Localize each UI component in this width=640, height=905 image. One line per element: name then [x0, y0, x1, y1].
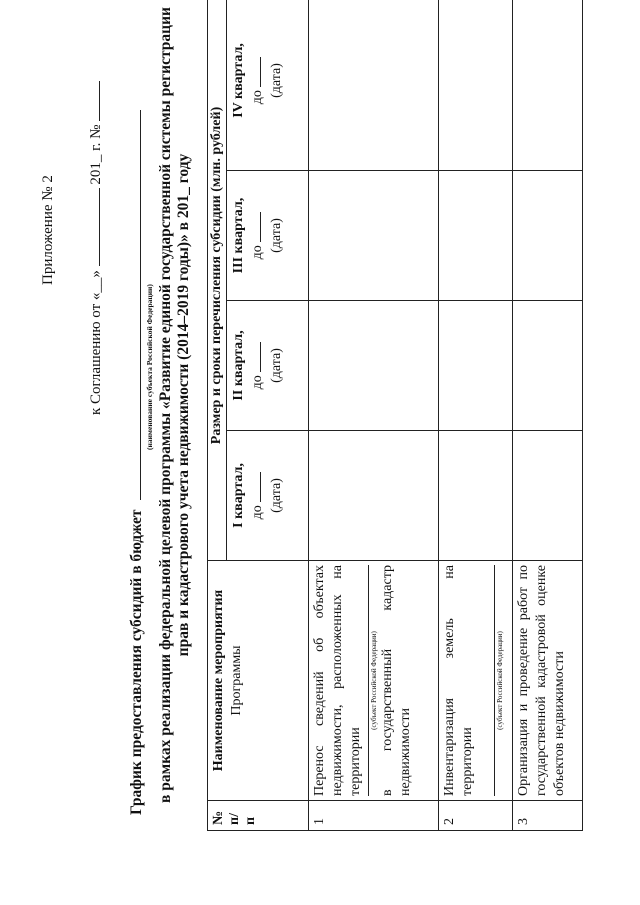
row-3-activity: [513, 561, 583, 801]
header-activity-name: [208, 561, 309, 801]
row-2-q2: [439, 301, 513, 431]
header-activity-line-2: Программы: [229, 645, 244, 716]
row-3-q3: [513, 171, 583, 301]
program-title-line-2: прав и кадастрового учета недвижимости (2014–2019 годы)» в 201_ году: [175, 153, 192, 657]
row-2-caption: (субъект Российской Федерации): [494, 565, 505, 796]
row-3-q4: [513, 0, 583, 171]
header-quarter-3: [227, 171, 309, 301]
table-row: [513, 0, 583, 831]
quarter-2-title: II квартал,: [231, 330, 246, 401]
quarter-2-date: (дата): [269, 348, 284, 383]
subsidy-schedule-table: [207, 0, 583, 831]
header-quarter-2: [227, 301, 309, 431]
quarter-3-until: до: [250, 245, 265, 260]
quarter-2-until: до: [250, 375, 265, 390]
row-2-activity: [439, 561, 513, 801]
table-row: [309, 0, 439, 831]
row-1-caption: (субъект Российской Федерации): [368, 565, 379, 796]
quarter-4-until: до: [250, 90, 265, 105]
row-1-q1: [309, 431, 439, 561]
header-activity-line-1: Наименование мероприятия: [211, 589, 226, 772]
quarter-3-title: III квартал,: [231, 197, 246, 274]
row-3-q2: [513, 301, 583, 431]
row-2-text-a: Инвентаризация земель на территории: [442, 565, 475, 796]
schedule-title: [128, 110, 146, 815]
schedule-title-text: График предоставления субсидий в бюджет: [128, 509, 145, 815]
quarter-4-date: (дата): [269, 63, 284, 98]
quarter-3-date: (дата): [269, 218, 284, 253]
header-number: № п/п: [208, 801, 309, 831]
quarter-4-title: IV квартал,: [231, 43, 246, 118]
row-3-number: 3: [513, 801, 583, 831]
agreement-line: [88, 81, 105, 415]
table-row: [439, 0, 513, 831]
row-1-number: 1: [309, 801, 439, 831]
program-title-line-1: в рамках реализации федеральной целевой программы «Развитие единой государственной системы регистрации: [157, 7, 174, 803]
row-3-q1: [513, 431, 583, 561]
row-2-number: 2: [439, 801, 513, 831]
program-title: [157, 0, 193, 825]
quarter-1-date: (дата): [269, 478, 284, 513]
row-1-activity: [309, 561, 439, 801]
row-1-q3: [309, 171, 439, 301]
row-2-q4: [439, 0, 513, 171]
row-1-q2: [309, 301, 439, 431]
quarter-1-title: I квартал,: [231, 463, 246, 528]
agreement-prefix: к Соглашению от «__»: [88, 270, 104, 415]
row-1-text-b: в государственный кадастр недвижимости: [380, 565, 413, 796]
row-1-text-a: Перенос сведений об объектах недвижимости, расположенных на территории: [312, 565, 363, 796]
row-1-q4: [309, 0, 439, 171]
header-quarter-4: [227, 0, 309, 171]
quarter-1-until: до: [250, 505, 265, 520]
appendix-label: Приложение № 2: [40, 175, 56, 285]
row-3-text-a: Организация и проведение работ по государственной кадастровой оценке объектов недвижимости: [516, 565, 567, 796]
header-quarter-1: [227, 431, 309, 561]
header-subsidy-group: Размер и сроки перечисления субсидии (млн. рублей): [208, 0, 227, 561]
agreement-year: 201_ г. №: [88, 124, 104, 185]
subject-caption: (наименование субъекта Российской Федерации): [145, 284, 154, 450]
row-2-q3: [439, 171, 513, 301]
row-2-q1: [439, 431, 513, 561]
